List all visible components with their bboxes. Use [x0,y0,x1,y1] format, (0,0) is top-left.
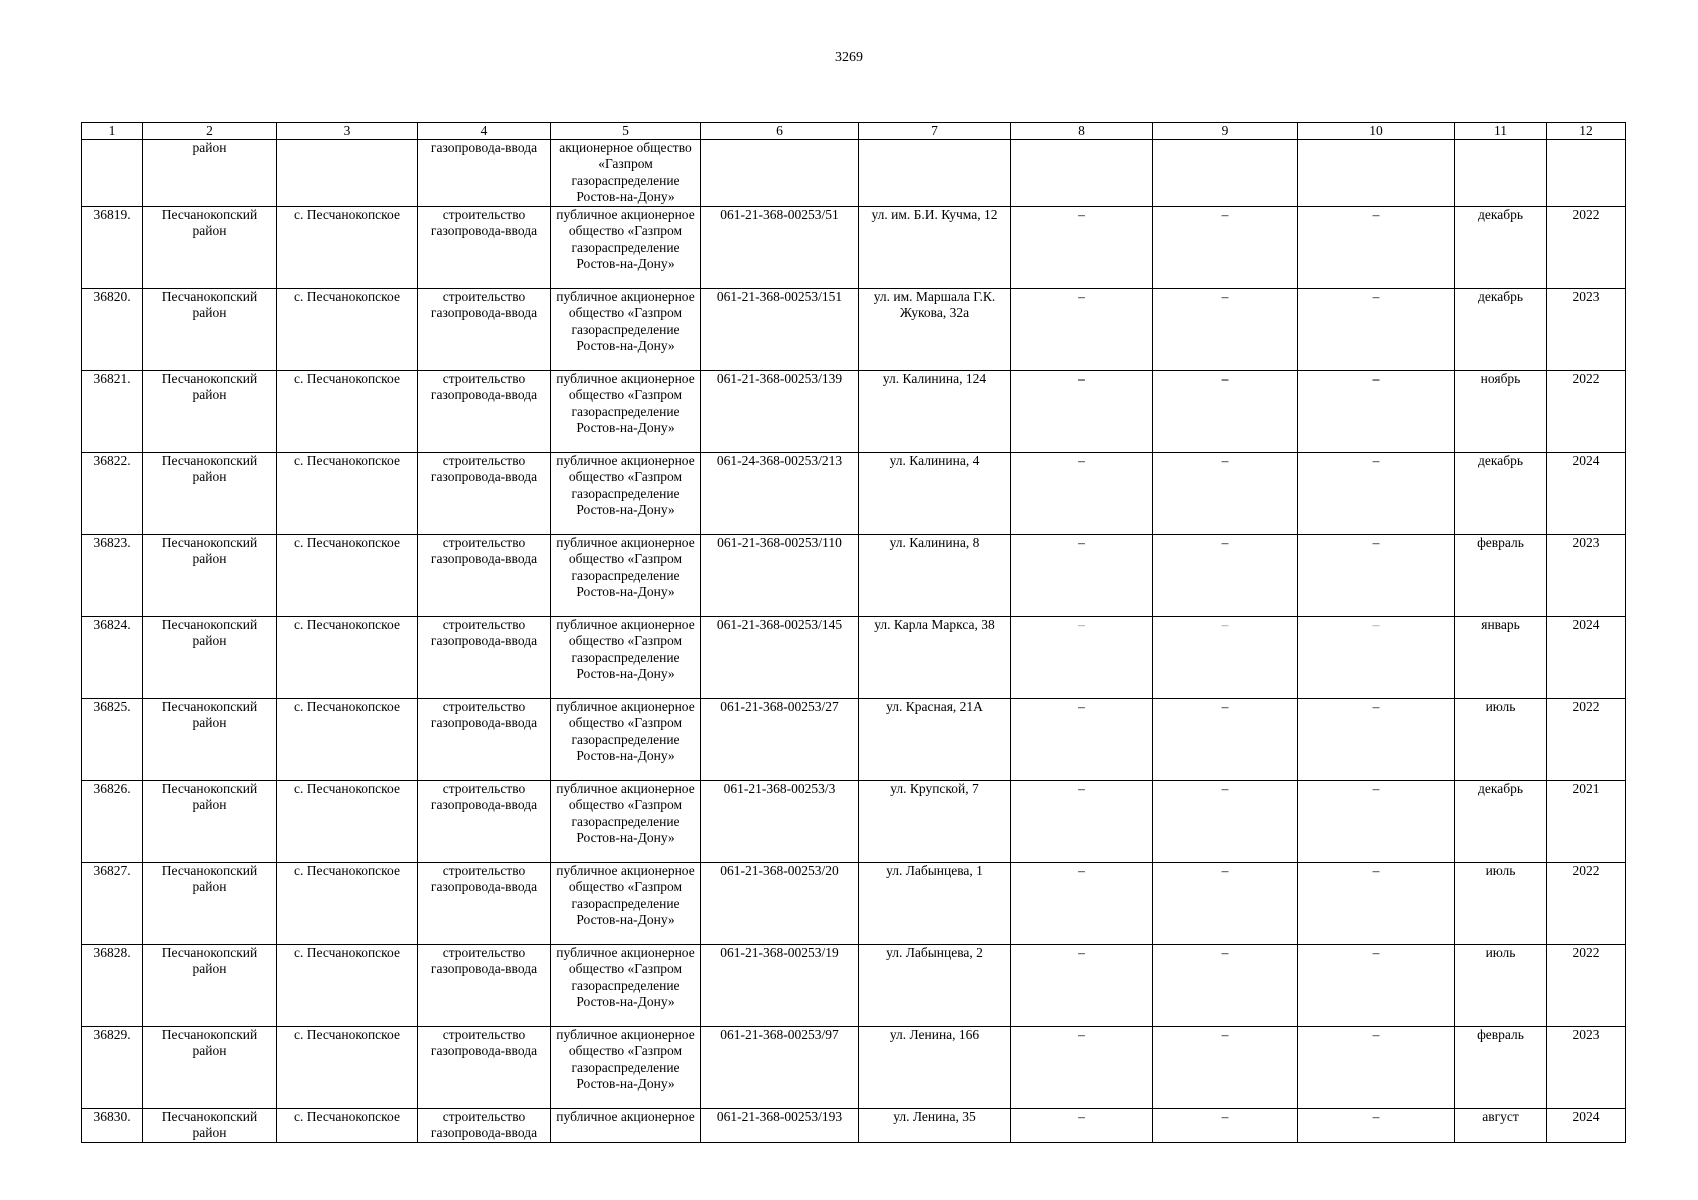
cell-col10: – [1298,289,1455,371]
cell-organization: публичное акционерное общество «Газпром газораспределение Ростов-на-Дону» [551,207,701,289]
cell-work: строительство газопровода-ввода [418,207,551,289]
cell-code: 061-21-368-00253/110 [701,535,859,617]
cell-locality: с. Песчанокопское [277,207,418,289]
cell-locality: с. Песчанокопское [277,453,418,535]
cell-col8: – [1011,289,1153,371]
cell-col10: – [1298,699,1455,781]
cell-code: 061-21-368-00253/3 [701,781,859,863]
table-row [82,945,1626,1027]
cell-year [1547,140,1626,207]
cell-locality: с. Песчанокопское [277,617,418,699]
cell-year: 2022 [1547,207,1626,289]
cell-year: 2023 [1547,535,1626,617]
table-row [82,617,1626,699]
cell-col9: – [1153,535,1298,617]
cell-work: строительство газопровода-ввода [418,1109,551,1143]
cell-col10: – [1298,945,1455,1027]
cell-col8: – [1011,781,1153,863]
cell-year: 2022 [1547,699,1626,781]
cell-col10: – [1298,371,1455,453]
cell-col8: – [1011,863,1153,945]
cell-col10: – [1298,535,1455,617]
cell-address: ул. им. Маршала Г.К. Жукова, 32а [859,289,1011,371]
cell-address: ул. Лабынцева, 2 [859,945,1011,1027]
cell-organization: публичное акционерное общество «Газпром газораспределение Ростов-на-Дону» [551,1027,701,1109]
table-row [82,781,1626,863]
cell-month: декабрь [1455,289,1547,371]
cell-organization: публичное акционерное общество «Газпром газораспределение Ростов-на-Дону» [551,945,701,1027]
cell-col9: – [1153,863,1298,945]
cell-work: строительство газопровода-ввода [418,535,551,617]
cell-district: Песчанокопский район [143,781,277,863]
cell-locality: с. Песчанокопское [277,535,418,617]
table-row [82,535,1626,617]
cell-year: 2024 [1547,1109,1626,1143]
cell-district: Песчанокопский район [143,1027,277,1109]
cell-col9: – [1153,289,1298,371]
cell-col8: – [1011,207,1153,289]
cell-code: 061-21-368-00253/19 [701,945,859,1027]
cell-col8: – [1011,1109,1153,1143]
table-row [82,453,1626,535]
cell-district: Песчанокопский район [143,617,277,699]
registry-table [81,122,1626,1143]
table-row [82,1109,1626,1143]
cell-col9: – [1153,1027,1298,1109]
page-number: 3269 [835,50,863,65]
cell-work: строительство газопровода-ввода [418,781,551,863]
cell-address: ул. Красная, 21А [859,699,1011,781]
cell-year: 2024 [1547,453,1626,535]
cell-month: июль [1455,863,1547,945]
cell-year: 2023 [1547,289,1626,371]
cell-code: 061-21-368-00253/145 [701,617,859,699]
cell-col9: – [1153,371,1298,453]
cell-num: 36819. [82,207,143,289]
cell-month: февраль [1455,535,1547,617]
cell-month: ноябрь [1455,371,1547,453]
cell-col10 [1298,140,1455,207]
cell-work: строительство газопровода-ввода [418,453,551,535]
cell-num: 36824. [82,617,143,699]
cell-col9: – [1153,207,1298,289]
cell-col10: – [1298,207,1455,289]
table-row [82,371,1626,453]
cell-organization: акционерное общество «Газпром газораспределение Ростов-на-Дону» [551,140,701,207]
cell-col8 [1011,140,1153,207]
cell-month: декабрь [1455,781,1547,863]
cell-year: 2024 [1547,617,1626,699]
cell-code: 061-21-368-00253/97 [701,1027,859,1109]
cell-organization: публичное акционерное общество «Газпром газораспределение Ростов-на-Дону» [551,535,701,617]
cell-num: 36827. [82,863,143,945]
cell-col9: – [1153,945,1298,1027]
cell-code: 061-21-368-00253/20 [701,863,859,945]
cell-address: ул. Калинина, 124 [859,371,1011,453]
cell-address: ул. Лабынцева, 1 [859,863,1011,945]
cell-num: 36823. [82,535,143,617]
cell-month: декабрь [1455,453,1547,535]
cell-col8: – [1011,699,1153,781]
cell-num: 36828. [82,945,143,1027]
column-header: 3 [277,123,418,140]
cell-code: 061-21-368-00253/151 [701,289,859,371]
column-header: 7 [859,123,1011,140]
cell-col10: – [1298,617,1455,699]
continuation-row [82,140,1626,207]
cell-address: ул. Калинина, 4 [859,453,1011,535]
cell-locality: с. Песчанокопское [277,945,418,1027]
cell-locality: с. Песчанокопское [277,289,418,371]
cell-num [82,140,143,207]
cell-address: ул. Калинина, 8 [859,535,1011,617]
cell-work: строительство газопровода-ввода [418,945,551,1027]
cell-code [701,140,859,207]
cell-month: февраль [1455,1027,1547,1109]
cell-district: Песчанокопский район [143,863,277,945]
cell-col10: – [1298,453,1455,535]
cell-organization: публичное акционерное общество «Газпром газораспределение Ростов-на-Дону» [551,371,701,453]
cell-col9 [1153,140,1298,207]
cell-num: 36826. [82,781,143,863]
cell-organization: публичное акционерное общество «Газпром газораспределение Ростов-на-Дону» [551,863,701,945]
cell-code: 061-21-368-00253/193 [701,1109,859,1143]
cell-locality: с. Песчанокопское [277,1109,418,1143]
cell-work: строительство газопровода-ввода [418,289,551,371]
cell-organization: публичное акционерное общество «Газпром газораспределение Ростов-на-Дону» [551,453,701,535]
cell-district: Песчанокопский район [143,1109,277,1143]
cell-code: 061-21-368-00253/27 [701,699,859,781]
cell-code: 061-21-368-00253/51 [701,207,859,289]
cell-col10: – [1298,781,1455,863]
cell-district: Песчанокопский район [143,207,277,289]
cell-col8: – [1011,945,1153,1027]
cell-col10: – [1298,1109,1455,1143]
column-header: 8 [1011,123,1153,140]
column-header: 5 [551,123,701,140]
cell-code: 061-21-368-00253/139 [701,371,859,453]
table-body [82,123,1626,1143]
cell-month [1455,140,1547,207]
cell-organization: публичное акционерное общество «Газпром газораспределение Ростов-на-Дону» [551,781,701,863]
cell-work: строительство газопровода-ввода [418,1027,551,1109]
cell-num: 36829. [82,1027,143,1109]
cell-year: 2021 [1547,781,1626,863]
column-header: 1 [82,123,143,140]
cell-col9: – [1153,453,1298,535]
table-row [82,863,1626,945]
column-header: 12 [1547,123,1626,140]
cell-month: июль [1455,699,1547,781]
cell-work: строительство газопровода-ввода [418,699,551,781]
cell-address: ул. им. Б.И. Кучма, 12 [859,207,1011,289]
column-header-row [82,123,1626,140]
cell-year: 2022 [1547,863,1626,945]
cell-num: 36825. [82,699,143,781]
column-header: 10 [1298,123,1455,140]
table-row [82,207,1626,289]
cell-district: Песчанокопский район [143,289,277,371]
cell-address: ул. Ленина, 166 [859,1027,1011,1109]
column-header: 6 [701,123,859,140]
cell-address: ул. Карла Маркса, 38 [859,617,1011,699]
cell-organization: публичное акционерное [551,1109,701,1143]
table-row [82,1027,1626,1109]
cell-district: Песчанокопский район [143,945,277,1027]
cell-month: июль [1455,945,1547,1027]
cell-code: 061-24-368-00253/213 [701,453,859,535]
cell-work: строительство газопровода-ввода [418,371,551,453]
cell-col8: – [1011,371,1153,453]
cell-locality: с. Песчанокопское [277,863,418,945]
cell-col9: – [1153,1109,1298,1143]
column-header: 11 [1455,123,1547,140]
cell-col10: – [1298,1027,1455,1109]
cell-month: декабрь [1455,207,1547,289]
cell-organization: публичное акционерное общество «Газпром газораспределение Ростов-на-Дону» [551,289,701,371]
cell-month: август [1455,1109,1547,1143]
cell-locality [277,140,418,207]
cell-col8: – [1011,453,1153,535]
column-header: 2 [143,123,277,140]
cell-district: Песчанокопский район [143,371,277,453]
cell-locality: с. Песчанокопское [277,781,418,863]
column-header: 4 [418,123,551,140]
cell-num: 36830. [82,1109,143,1143]
cell-organization: публичное акционерное общество «Газпром газораспределение Ростов-на-Дону» [551,617,701,699]
cell-num: 36822. [82,453,143,535]
cell-num: 36820. [82,289,143,371]
cell-locality: с. Песчанокопское [277,371,418,453]
cell-col8: – [1011,1027,1153,1109]
cell-month: январь [1455,617,1547,699]
table-row [82,289,1626,371]
cell-col9: – [1153,781,1298,863]
column-header: 9 [1153,123,1298,140]
cell-locality: с. Песчанокопское [277,1027,418,1109]
cell-address [859,140,1011,207]
cell-district: Песчанокопский район [143,453,277,535]
cell-work: газопровода-ввода [418,140,551,207]
cell-district: Песчанокопский район [143,699,277,781]
cell-address: ул. Крупской, 7 [859,781,1011,863]
cell-year: 2022 [1547,945,1626,1027]
cell-col8: – [1011,617,1153,699]
cell-address: ул. Ленина, 35 [859,1109,1011,1143]
cell-col8: – [1011,535,1153,617]
cell-district: район [143,140,277,207]
cell-district: Песчанокопский район [143,535,277,617]
table-row [82,699,1626,781]
cell-col9: – [1153,699,1298,781]
cell-num: 36821. [82,371,143,453]
cell-col9: – [1153,617,1298,699]
cell-organization: публичное акционерное общество «Газпром газораспределение Ростов-на-Дону» [551,699,701,781]
cell-work: строительство газопровода-ввода [418,617,551,699]
cell-work: строительство газопровода-ввода [418,863,551,945]
cell-year: 2022 [1547,371,1626,453]
cell-col10: – [1298,863,1455,945]
cell-locality: с. Песчанокопское [277,699,418,781]
cell-year: 2023 [1547,1027,1626,1109]
